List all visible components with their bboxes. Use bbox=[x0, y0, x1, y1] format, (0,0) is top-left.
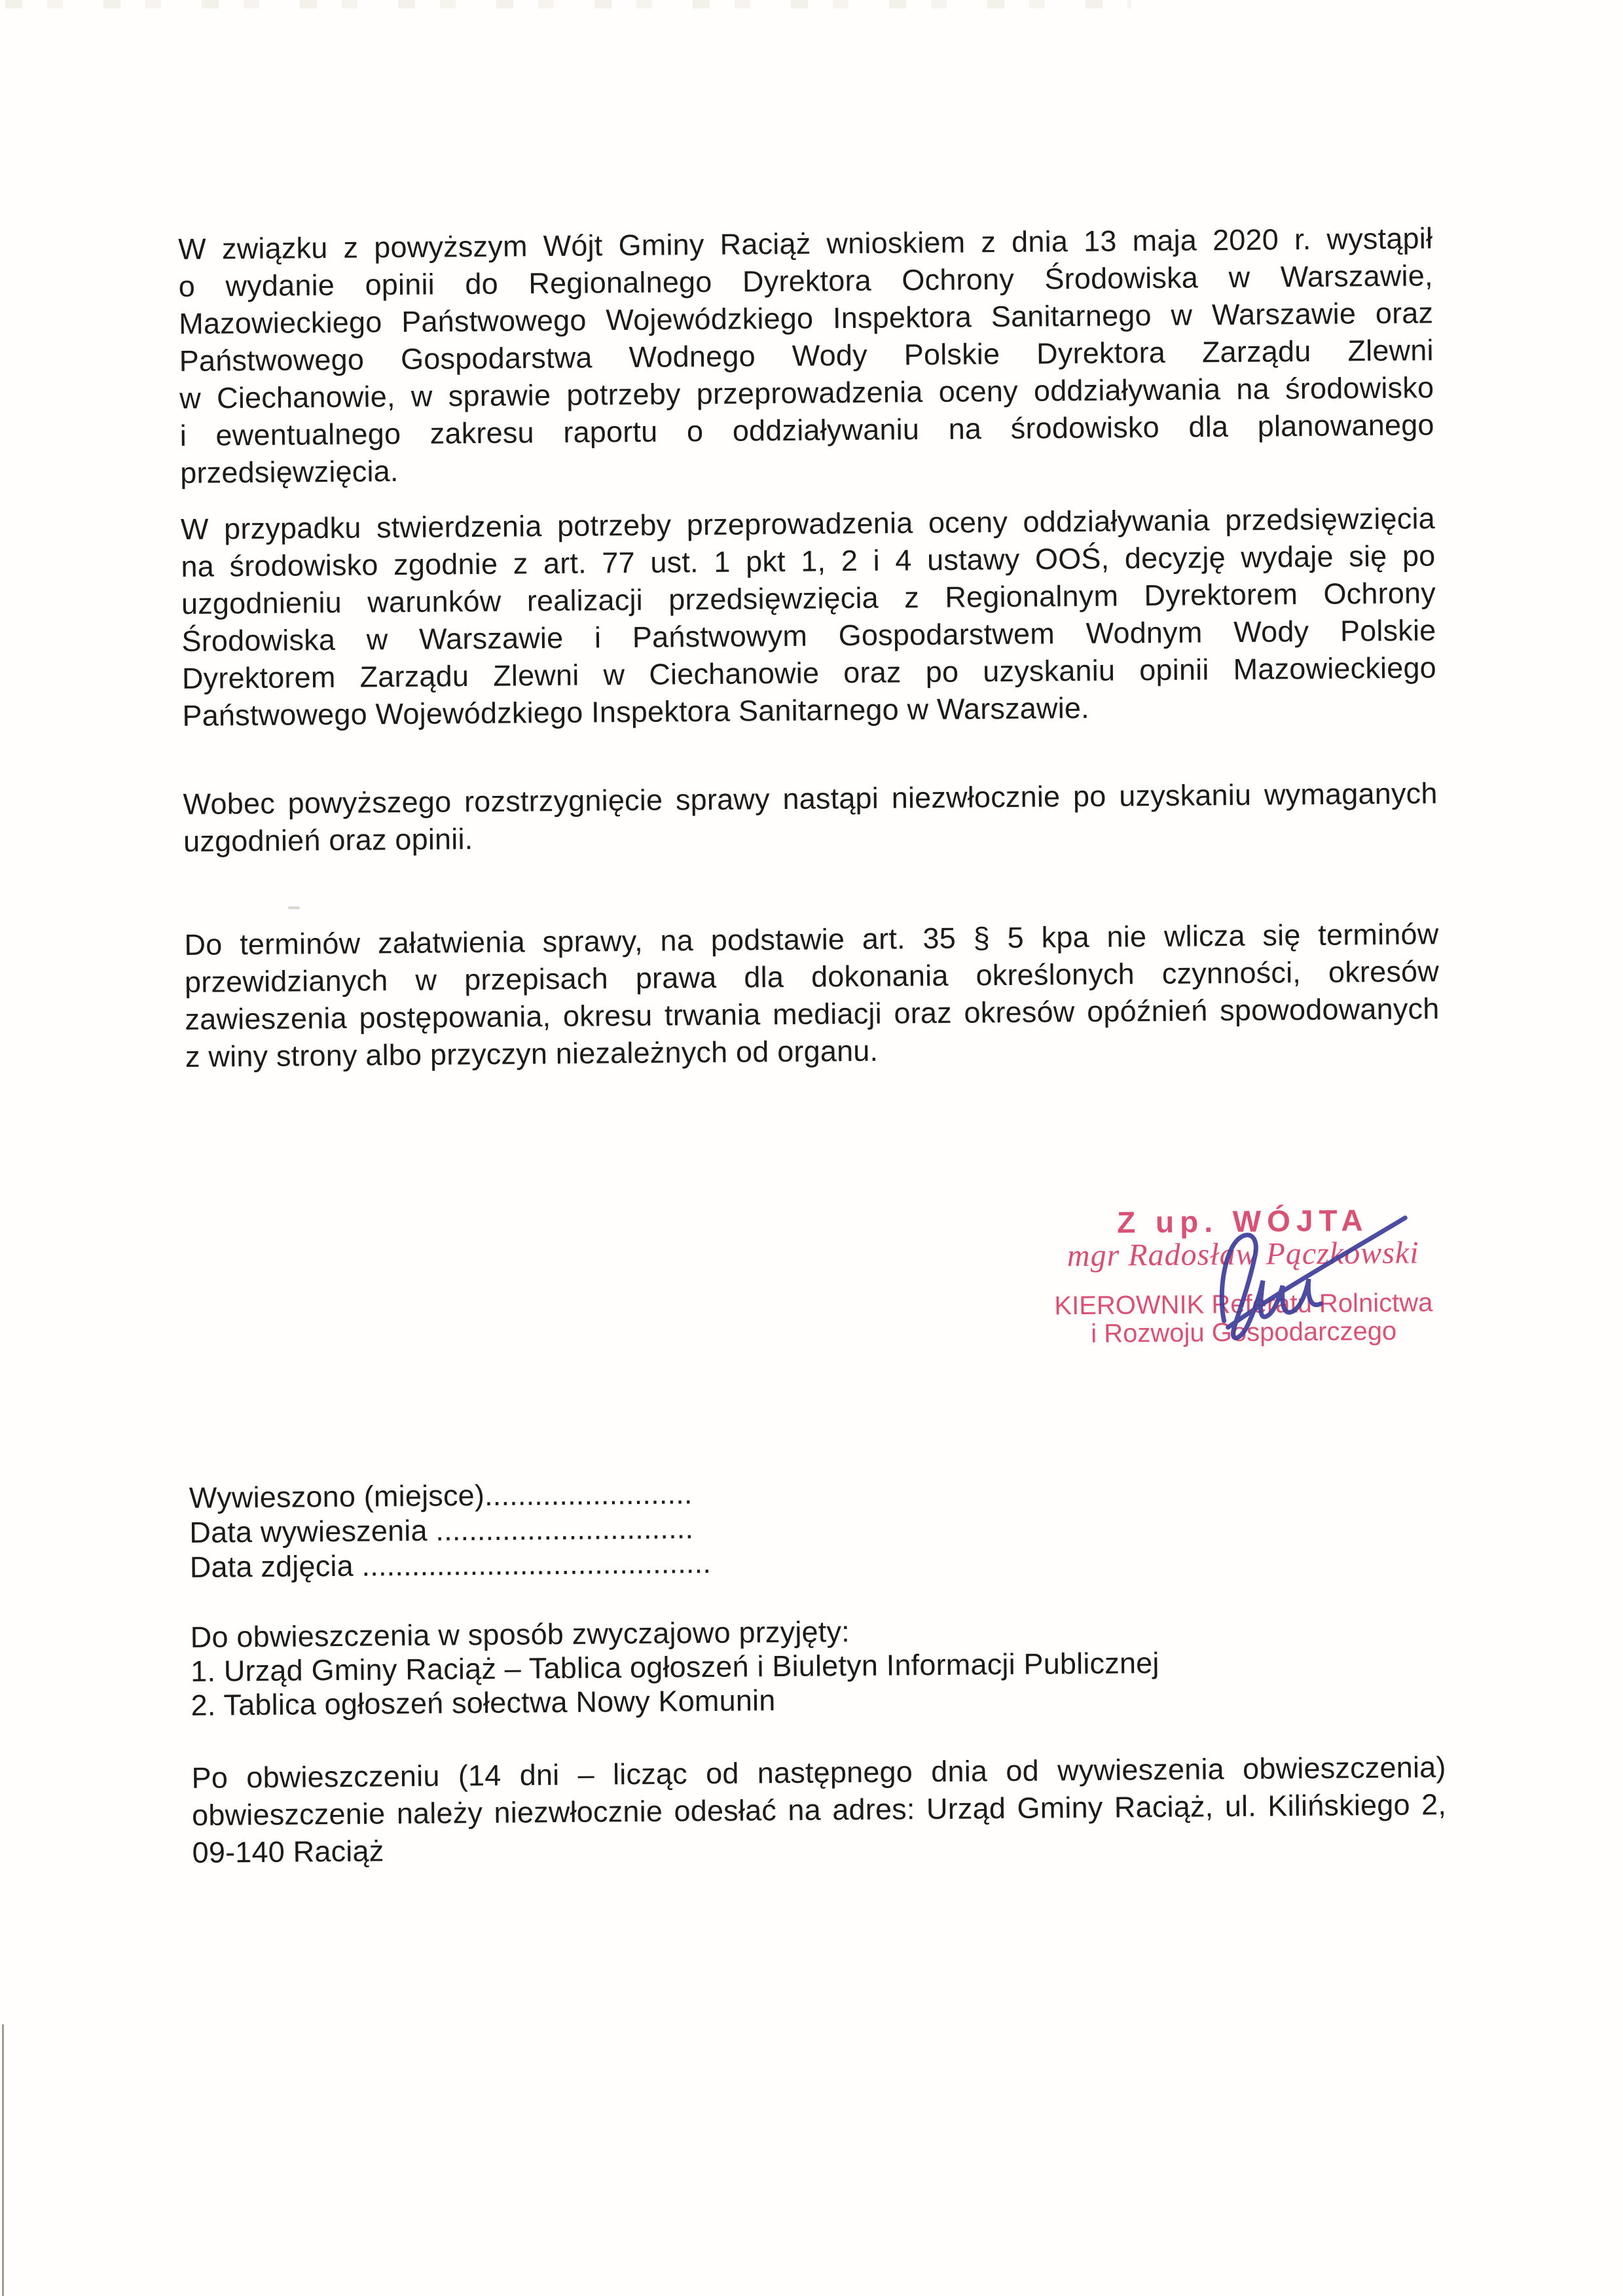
announcement-heading: Do obwieszczenia w sposób zwyczajowo przyjęty: bbox=[190, 1615, 850, 1654]
posting-lines bbox=[189, 1469, 1444, 1585]
paragraph-line: Państwowego Wojewódzkiego Inspektora Sanitarnego w Warszawie. bbox=[182, 691, 1090, 732]
posting-line-date-up: Data wywieszenia ............................... bbox=[189, 1511, 694, 1549]
paragraph-line: przedsięwzięcia. bbox=[180, 454, 399, 490]
scan-speck-artifact bbox=[288, 906, 300, 909]
paragraph-line: Środowiska w Warszawie i Państwowym Gospodarstwem Wodnym Wody Polskie bbox=[181, 613, 1436, 658]
announcement-section bbox=[191, 1609, 1446, 1723]
stamp-authorization-text: Z up. WÓJTA bbox=[1116, 1203, 1369, 1240]
posting-line-place: Wywieszono (miejsce)......................... bbox=[189, 1477, 693, 1515]
body-paragraph-1 bbox=[178, 219, 1434, 492]
stamp-signer-title: KIEROWNIK Referatu Rolnictwa bbox=[1054, 1288, 1433, 1321]
paragraph-line: Po obwieszczeniu (14 dni – licząc od następnego dnia od wywieszenia obwieszczenia) bbox=[191, 1750, 1446, 1795]
paragraph-line: Dyrektorem Zarządu Zlewni w Ciechanowie oraz po uzyskaniu opinii Mazowieckiego bbox=[181, 651, 1437, 695]
paragraph-line: W związku z powyższym Wójt Gminy Raciąż wnioskiem z dnia 13 maja 2020 r. wystąpił bbox=[178, 221, 1433, 266]
stamp-signer-title: i Rozwoju Gospodarczego bbox=[1091, 1316, 1397, 1348]
paragraph-line: Wobec powyższego rozstrzygnięcie sprawy nastąpi niezwłocznie po uzyskaniu wymaganych bbox=[183, 776, 1438, 821]
body-paragraph-4 bbox=[184, 915, 1440, 1075]
paragraph-line: obwieszczenie należy niezwłocznie odesłać na adres: Urząd Gminy Raciąż, ul. Kilińskiego 2, bbox=[191, 1787, 1447, 1832]
body-paragraph-2 bbox=[181, 499, 1437, 734]
paragraph-line: i ewentualnego zakresu raportu o oddziaływaniu na środowisko dla planowanego bbox=[179, 408, 1434, 452]
announcement-item: 2. Tablica ogłoszeń sołectwa Nowy Komunin bbox=[191, 1683, 776, 1722]
handwritten-signature bbox=[1203, 1215, 1414, 1338]
paragraph-line: Do terminów załatwienia sprawy, na podstawie art. 35 § 5 kpa nie wlicza się terminów bbox=[184, 917, 1439, 961]
paragraph-line: zawieszenia postępowania, okresu trwania mediacji oraz okresów opóźnień spowodowanych bbox=[185, 992, 1440, 1036]
paragraph-line: na środowisko zgodnie z art. 77 ust. 1 pkt 1, 2 i 4 ustawy OOŚ, decyzję wydaje się po bbox=[181, 539, 1436, 583]
announcement-item: 1. Urząd Gminy Raciąż – Tablica ogłoszeń i Biuletyn Informacji Publicznej bbox=[190, 1646, 1159, 1688]
paragraph-line: Państwowego Gospodarstwa Wodnego Wody Polskie Dyrektora Zarządu Zlewni bbox=[179, 333, 1434, 378]
paragraph-line: Mazowieckiego Państwowego Wojewódzkiego Inspektora Sanitarnego w Warszawie oraz bbox=[179, 296, 1434, 340]
paragraph-line: 09-140 Raciąż bbox=[192, 1834, 384, 1869]
scan-edge-line-artifact bbox=[2, 2024, 4, 2296]
return-note-paragraph bbox=[191, 1748, 1446, 1871]
paragraph-line: przewidzianych w przepisach prawa dla dokonania określonych czynności, okresów bbox=[184, 954, 1440, 999]
paragraph-line: uzgodnień oraz opinii. bbox=[183, 822, 473, 858]
stamp-signer-name: mgr Radosław Pączkowski bbox=[1067, 1235, 1419, 1274]
paragraph-line: W przypadku stwierdzenia potrzeby przeprowadzenia oceny oddziaływania przedsięwzięcia bbox=[180, 501, 1436, 546]
paragraph-line: w Ciechanowie, w sprawie potrzeby przeprowadzenia oceny oddziaływania na środowisko bbox=[179, 370, 1434, 415]
body-paragraph-3 bbox=[183, 774, 1438, 860]
paragraph-line: uzgodnieniu warunków realizacji przedsięwzięcia z Regionalnym Dyrektorem Ochrony bbox=[181, 576, 1436, 620]
paragraph-line: o wydanie opinii do Regionalnego Dyrektora Ochrony Środowiska w Warszawie, bbox=[178, 259, 1433, 303]
posting-line-date-down: Data zdjęcia .......................................... bbox=[189, 1545, 712, 1584]
paragraph-line: z winy strony albo przyczyn niezależnych od organu. bbox=[185, 1033, 879, 1073]
